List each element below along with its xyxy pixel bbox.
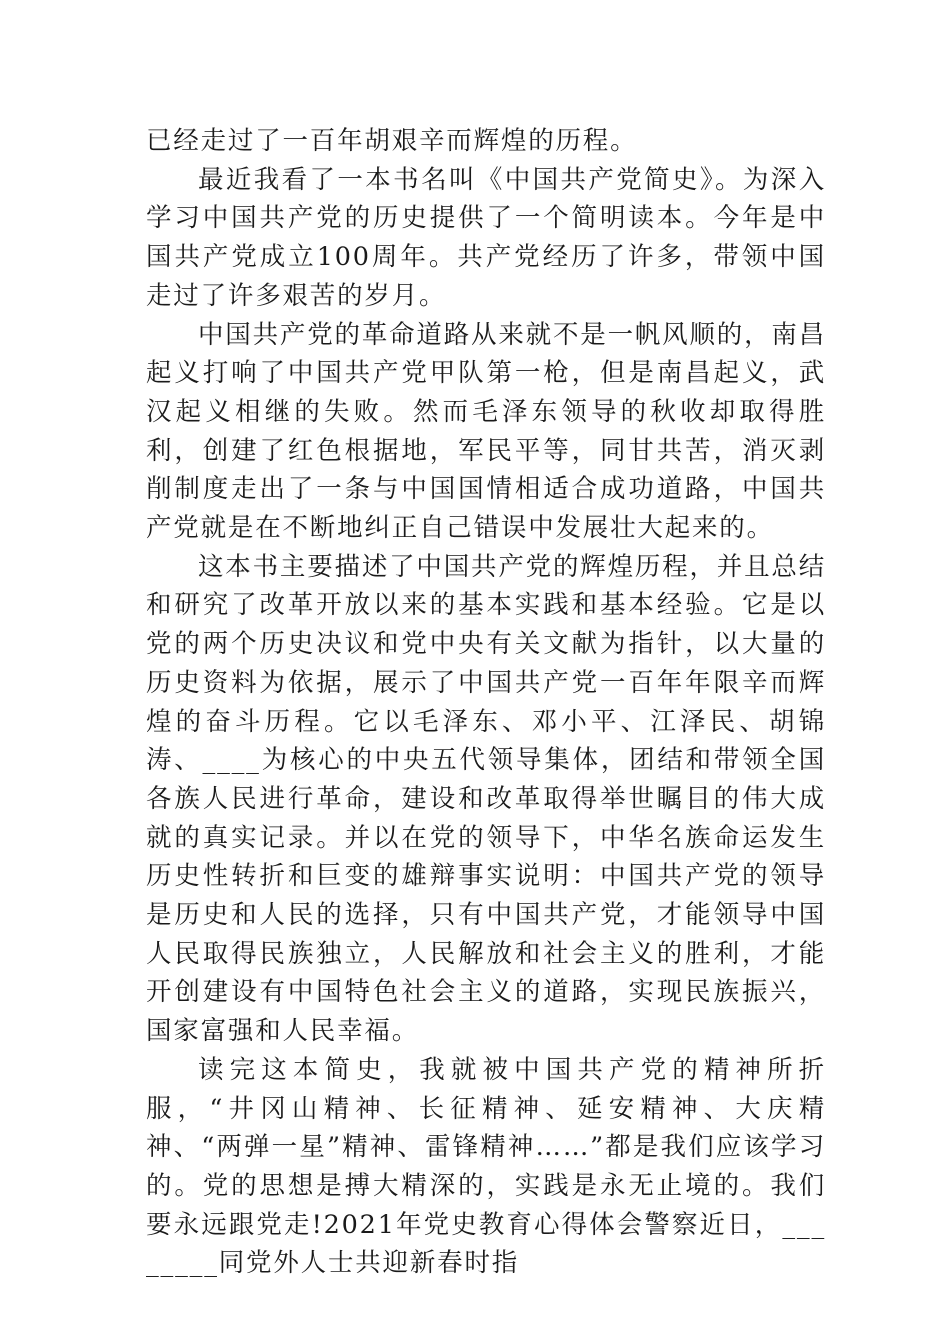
paragraph-continuation: 已经走过了一百年胡艰辛而辉煌的历程。 bbox=[146, 126, 638, 156]
paragraph-book-intro: 最近我看了一本书名叫《中国共产党简史》。为深入学习中国共产党的历史提供了一个简明读本。今年是中国共产党成立100周年。共产党经历了许多，带领中国走过了许多艰苦的岁月。 bbox=[146, 164, 826, 311]
paragraph-party-spirit: 读完这本简史，我就被中国共产党的精神所折服，“井冈山精神、长征精神、延安精神、大庆精神、“两弹一星”精神、雷锋精神……”都是我们应该学习的。党的思想是搏大精深的，实践是永无止境的。我们要永远跟党走!2021年党史教育心得体会警察近日，________同党外人士共迎新春时指 bbox=[146, 1054, 826, 1279]
paragraph-revolution-road: 中国共产党的革命道路从来就不是一帆风顺的，南昌起义打响了中国共产党甲队第一枪，但是南昌起义，武汉起义相继的失败。然而毛泽东领导的秋收却取得胜利，创建了红色根据地，军民平等，同甘共苦，消灭剥削制度走出了一条与中国国情相适合成功道路，中国共产党就是在不断地纠正自己错误中发展壮大起来的。 bbox=[146, 319, 826, 544]
paragraph-book-content: 这本书主要描述了中国共产党的辉煌历程，并且总结和研究了改革开放以来的基本实践和基本经验。它是以党的两个历史决议和党中央有关文献为指针，以大量的历史资料为依据，展示了中国共产党一百年年限辛而辉煌的奋斗历程。它以毛泽东、邓小平、江泽民、胡锦涛、____为核心的中央五代领导集体，团结和带领全国各族人民进行革命，建设和改革取得举世瞩目的伟大成就的真实记录。并以在党的领导下，中华名族命运发生历史性转折和巨变的雄辩事实说明：中国共产党的领导是历史和人民的选择，只有中国共产党，才能领导中国人民取得民族独立，人民解放和社会主义的胜利，才能开创建设有中国特色社会主义的道路，实现民族振兴，国家富强和人民幸福。 bbox=[146, 551, 826, 1047]
document-page bbox=[146, 122, 826, 1283]
